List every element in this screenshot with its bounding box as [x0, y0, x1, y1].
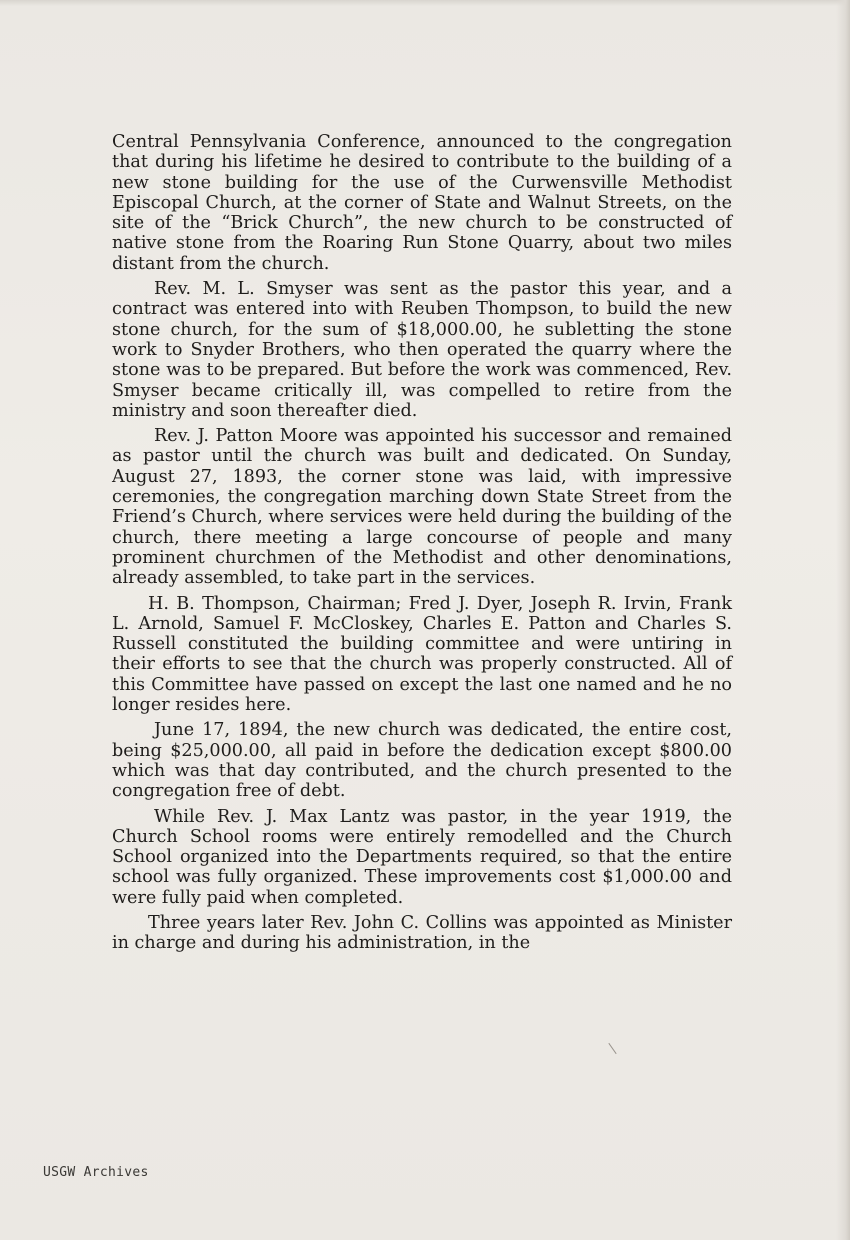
paragraph-6: While Rev. J. Max Lantz was pastor, in the year 1919, the Church School rooms were entirely remodelled and the Church School organized into the Departments required, so that the entire school was fully organized. These improvements cost $1,000.00 and were fully paid when completed.: [112, 806, 732, 908]
paragraph-3: Rev. J. Patton Moore was appointed his successor and remained as pastor until the church was built and dedicated. On Sunday, August 27, 1893, the corner stone was laid, with impressive ceremonies, the congregation marching down State Street from the Friend’s Church, where services were held during the building of the church, there meeting a large concourse of people and many prominent churchmen of the Methodist and other denominations, already assembled, to take part in the services.: [112, 426, 732, 589]
archive-footer: USGW Archives: [43, 1165, 149, 1180]
paragraph-2: Rev. M. L. Smyser was sent as the pastor this year, and a contract was entered into with Reuben Thompson, to build the new stone church, for the sum of $18,000.00, he subletting the stone work to Snyder Brothers, who then operated the quarry where the stone was to be prepared. But before the work was commenced, Rev. Smyser became critically ill, was compelled to retire from the ministry and soon thereafter died.: [112, 279, 732, 421]
page-top-edge-shadow: [0, 0, 850, 6]
paragraph-1: Central Pennsylvania Conference, announced to the congregation that during his lifetime he desired to contribute to the building of a new stone building for the use of the Curwensville Methodist Episcopal Church, at the corner of State and Walnut Streets, on the site of the “Brick Church”, the new church to be constructed of native stone from the Roaring Run Stone Quarry, about two miles distant from the church.: [112, 132, 732, 274]
pencil-mark: [608, 1043, 616, 1054]
paragraph-5: June 17, 1894, the new church was dedicated, the entire cost, being $25,000.00, all paid in before the dedication except $800.00 which was that day contributed, and the church presented to the congregation free of debt.: [112, 720, 732, 802]
paragraph-4: H. B. Thompson, Chairman; Fred J. Dyer, Joseph R. Irvin, Frank L. Arnold, Samuel F. McCloskey, Charles E. Patton and Charles S. Russell constituted the building committee and were untiring in their efforts to see that the church was properly constructed. All of this Committee have passed on except the last one named and he no longer resides here.: [112, 593, 732, 716]
page-right-edge-shadow: [836, 0, 850, 1240]
paragraph-7: Three years later Rev. John C. Collins was appointed as Minister in charge and during his administration, in the: [112, 912, 732, 954]
body-text: [112, 132, 732, 954]
